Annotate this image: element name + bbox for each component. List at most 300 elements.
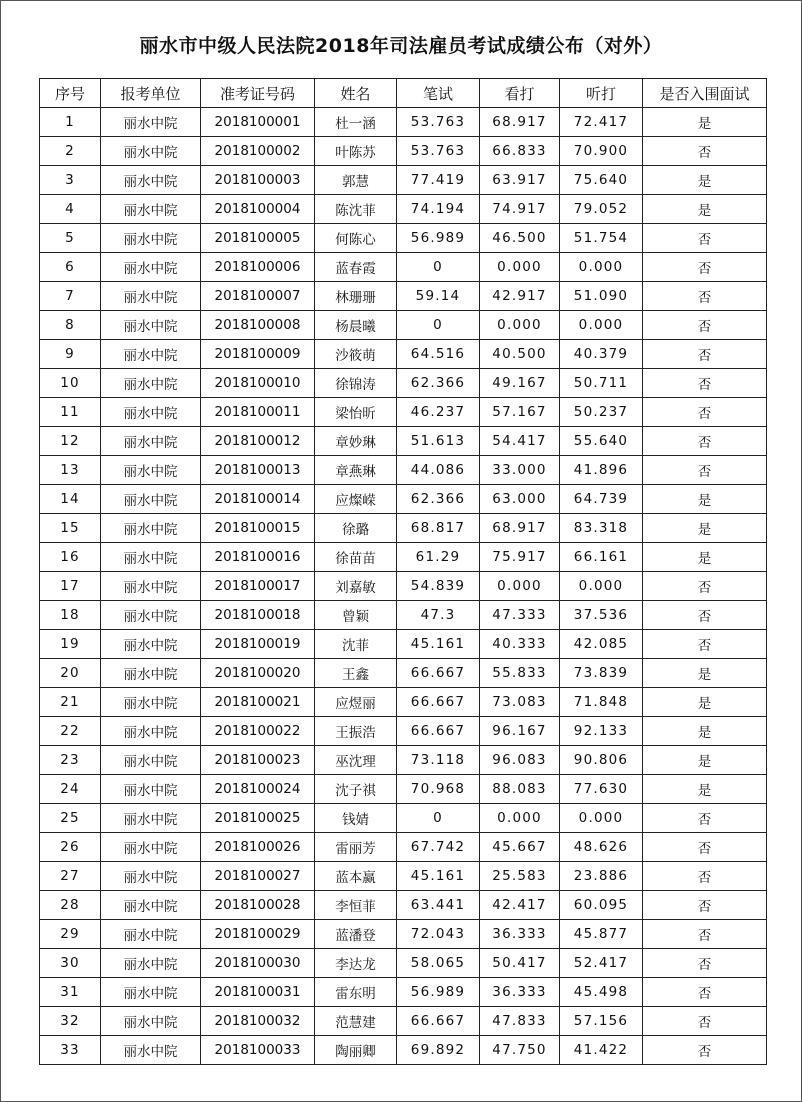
cell-ticket-number: 2018100013 (201, 456, 315, 485)
cell-written: 53.763 (397, 108, 480, 137)
table-row (40, 746, 767, 775)
cell-view-typing: 55.833 (480, 659, 560, 688)
table-row (40, 485, 767, 514)
cell-written: 0 (397, 253, 480, 282)
cell-view-typing: 46.500 (480, 224, 560, 253)
cell-written: 56.989 (397, 224, 480, 253)
cell-listen-typing: 77.630 (560, 775, 643, 804)
cell-unit: 丽水中院 (101, 978, 201, 1007)
cell-listen-typing: 55.640 (560, 427, 643, 456)
cell-name: 杨晨曦 (315, 311, 397, 340)
cell-listen-typing: 0.000 (560, 253, 643, 282)
table-row (40, 427, 767, 456)
cell-written: 58.065 (397, 949, 480, 978)
cell-name: 范慧建 (315, 1007, 397, 1036)
cell-listen-typing: 72.417 (560, 108, 643, 137)
cell-name: 蓝春霞 (315, 253, 397, 282)
cell-interview-qualified: 否 (643, 630, 767, 659)
cell-unit: 丽水中院 (101, 108, 201, 137)
cell-written: 62.366 (397, 485, 480, 514)
cell-ticket-number: 2018100022 (201, 717, 315, 746)
cell-ticket-number: 2018100028 (201, 891, 315, 920)
cell-unit: 丽水中院 (101, 282, 201, 311)
cell-view-typing: 57.167 (480, 398, 560, 427)
cell-name: 雷丽芳 (315, 833, 397, 862)
cell-interview-qualified: 否 (643, 340, 767, 369)
header-unit: 报考单位 (101, 79, 201, 108)
cell-interview-qualified: 否 (643, 572, 767, 601)
cell-unit: 丽水中院 (101, 543, 201, 572)
cell-unit: 丽水中院 (101, 746, 201, 775)
cell-interview-qualified: 否 (643, 224, 767, 253)
table-row (40, 166, 767, 195)
cell-ticket-number: 2018100003 (201, 166, 315, 195)
table-row (40, 311, 767, 340)
cell-ticket-number: 2018100024 (201, 775, 315, 804)
cell-seq: 23 (40, 746, 101, 775)
cell-interview-qualified: 是 (643, 746, 767, 775)
cell-seq: 13 (40, 456, 101, 485)
header-written: 笔试 (397, 79, 480, 108)
cell-listen-typing: 73.839 (560, 659, 643, 688)
cell-ticket-number: 2018100025 (201, 804, 315, 833)
table-row (40, 1007, 767, 1036)
cell-listen-typing: 45.877 (560, 920, 643, 949)
cell-view-typing: 68.917 (480, 514, 560, 543)
cell-ticket-number: 2018100011 (201, 398, 315, 427)
cell-unit: 丽水中院 (101, 717, 201, 746)
cell-listen-typing: 41.422 (560, 1036, 643, 1065)
cell-written: 44.086 (397, 456, 480, 485)
table-row (40, 978, 767, 1007)
cell-ticket-number: 2018100023 (201, 746, 315, 775)
cell-written: 77.419 (397, 166, 480, 195)
cell-written: 53.763 (397, 137, 480, 166)
table-row (40, 804, 767, 833)
cell-listen-typing: 52.417 (560, 949, 643, 978)
table-row (40, 108, 767, 137)
header-interview-qualified: 是否入围面试 (643, 79, 767, 108)
cell-listen-typing: 75.640 (560, 166, 643, 195)
cell-interview-qualified: 是 (643, 688, 767, 717)
cell-seq: 33 (40, 1036, 101, 1065)
cell-name: 陈沈菲 (315, 195, 397, 224)
cell-ticket-number: 2018100014 (201, 485, 315, 514)
cell-interview-qualified: 是 (643, 195, 767, 224)
cell-listen-typing: 50.711 (560, 369, 643, 398)
cell-interview-qualified: 否 (643, 369, 767, 398)
cell-unit: 丽水中院 (101, 688, 201, 717)
cell-written: 45.161 (397, 630, 480, 659)
cell-seq: 10 (40, 369, 101, 398)
cell-unit: 丽水中院 (101, 775, 201, 804)
cell-seq: 14 (40, 485, 101, 514)
cell-interview-qualified: 否 (643, 1007, 767, 1036)
cell-written: 69.892 (397, 1036, 480, 1065)
cell-unit: 丽水中院 (101, 137, 201, 166)
cell-ticket-number: 2018100005 (201, 224, 315, 253)
cell-view-typing: 42.917 (480, 282, 560, 311)
cell-unit: 丽水中院 (101, 427, 201, 456)
cell-interview-qualified: 否 (643, 920, 767, 949)
cell-written: 63.441 (397, 891, 480, 920)
cell-view-typing: 33.000 (480, 456, 560, 485)
cell-view-typing: 63.000 (480, 485, 560, 514)
cell-name: 林珊珊 (315, 282, 397, 311)
cell-written: 47.3 (397, 601, 480, 630)
cell-written: 56.989 (397, 978, 480, 1007)
table-row (40, 630, 767, 659)
cell-interview-qualified: 否 (643, 891, 767, 920)
cell-view-typing: 49.167 (480, 369, 560, 398)
cell-name: 徐璐 (315, 514, 397, 543)
cell-interview-qualified: 否 (643, 862, 767, 891)
cell-name: 沙筱萌 (315, 340, 397, 369)
cell-seq: 27 (40, 862, 101, 891)
cell-unit: 丽水中院 (101, 369, 201, 398)
cell-listen-typing: 57.156 (560, 1007, 643, 1036)
table-row (40, 891, 767, 920)
cell-seq: 24 (40, 775, 101, 804)
cell-seq: 20 (40, 659, 101, 688)
cell-interview-qualified: 否 (643, 456, 767, 485)
cell-written: 67.742 (397, 833, 480, 862)
cell-listen-typing: 51.090 (560, 282, 643, 311)
table-row (40, 862, 767, 891)
cell-interview-qualified: 否 (643, 427, 767, 456)
cell-view-typing: 50.417 (480, 949, 560, 978)
cell-interview-qualified: 否 (643, 1036, 767, 1065)
cell-view-typing: 36.333 (480, 978, 560, 1007)
table-row (40, 224, 767, 253)
cell-interview-qualified: 否 (643, 949, 767, 978)
cell-view-typing: 40.500 (480, 340, 560, 369)
table-row (40, 717, 767, 746)
cell-unit: 丽水中院 (101, 1007, 201, 1036)
cell-name: 雷东明 (315, 978, 397, 1007)
cell-interview-qualified: 否 (643, 311, 767, 340)
cell-unit: 丽水中院 (101, 456, 201, 485)
cell-name: 应燦嵘 (315, 485, 397, 514)
cell-unit: 丽水中院 (101, 1036, 201, 1065)
cell-interview-qualified: 否 (643, 804, 767, 833)
cell-unit: 丽水中院 (101, 659, 201, 688)
cell-seq: 26 (40, 833, 101, 862)
cell-ticket-number: 2018100004 (201, 195, 315, 224)
cell-interview-qualified: 否 (643, 601, 767, 630)
cell-unit: 丽水中院 (101, 949, 201, 978)
cell-view-typing: 47.833 (480, 1007, 560, 1036)
cell-written: 54.839 (397, 572, 480, 601)
cell-view-typing: 45.667 (480, 833, 560, 862)
cell-name: 王鑫 (315, 659, 397, 688)
cell-ticket-number: 2018100001 (201, 108, 315, 137)
cell-name: 应煜丽 (315, 688, 397, 717)
cell-name: 叶陈苏 (315, 137, 397, 166)
cell-interview-qualified: 是 (643, 717, 767, 746)
cell-view-typing: 66.833 (480, 137, 560, 166)
cell-written: 66.667 (397, 1007, 480, 1036)
cell-name: 沈子祺 (315, 775, 397, 804)
cell-written: 59.14 (397, 282, 480, 311)
cell-view-typing: 36.333 (480, 920, 560, 949)
cell-ticket-number: 2018100019 (201, 630, 315, 659)
cell-seq: 19 (40, 630, 101, 659)
cell-name: 蓝本赢 (315, 862, 397, 891)
cell-seq: 32 (40, 1007, 101, 1036)
cell-unit: 丽水中院 (101, 485, 201, 514)
cell-seq: 28 (40, 891, 101, 920)
cell-view-typing: 88.083 (480, 775, 560, 804)
cell-interview-qualified: 是 (643, 775, 767, 804)
cell-ticket-number: 2018100010 (201, 369, 315, 398)
cell-unit: 丽水中院 (101, 398, 201, 427)
cell-listen-typing: 83.318 (560, 514, 643, 543)
cell-name: 章妙琳 (315, 427, 397, 456)
cell-interview-qualified: 是 (643, 485, 767, 514)
table-row (40, 920, 767, 949)
cell-listen-typing: 71.848 (560, 688, 643, 717)
cell-view-typing: 0.000 (480, 253, 560, 282)
cell-listen-typing: 92.133 (560, 717, 643, 746)
table-row (40, 543, 767, 572)
cell-interview-qualified: 是 (643, 108, 767, 137)
cell-view-typing: 0.000 (480, 311, 560, 340)
cell-written: 61.29 (397, 543, 480, 572)
header-name: 姓名 (315, 79, 397, 108)
cell-unit: 丽水中院 (101, 833, 201, 862)
cell-unit: 丽水中院 (101, 340, 201, 369)
cell-listen-typing: 0.000 (560, 572, 643, 601)
cell-ticket-number: 2018100031 (201, 978, 315, 1007)
cell-view-typing: 63.917 (480, 166, 560, 195)
cell-written: 0 (397, 804, 480, 833)
table-row (40, 688, 767, 717)
cell-view-typing: 40.333 (480, 630, 560, 659)
cell-interview-qualified: 是 (643, 166, 767, 195)
cell-ticket-number: 2018100033 (201, 1036, 315, 1065)
cell-seq: 8 (40, 311, 101, 340)
cell-listen-typing: 0.000 (560, 311, 643, 340)
header-listen-typing: 听打 (560, 79, 643, 108)
table-header-row (40, 79, 767, 108)
cell-name: 沈菲 (315, 630, 397, 659)
cell-seq: 15 (40, 514, 101, 543)
cell-seq: 1 (40, 108, 101, 137)
cell-name: 钱婧 (315, 804, 397, 833)
table-row (40, 572, 767, 601)
cell-seq: 31 (40, 978, 101, 1007)
cell-ticket-number: 2018100008 (201, 311, 315, 340)
table-row (40, 456, 767, 485)
cell-written: 66.667 (397, 688, 480, 717)
cell-interview-qualified: 否 (643, 833, 767, 862)
cell-unit: 丽水中院 (101, 514, 201, 543)
cell-ticket-number: 2018100029 (201, 920, 315, 949)
cell-listen-typing: 37.536 (560, 601, 643, 630)
table-row (40, 659, 767, 688)
cell-written: 73.118 (397, 746, 480, 775)
cell-ticket-number: 2018100021 (201, 688, 315, 717)
cell-ticket-number: 2018100027 (201, 862, 315, 891)
score-table (39, 78, 767, 1065)
cell-view-typing: 47.333 (480, 601, 560, 630)
cell-written: 0 (397, 311, 480, 340)
cell-interview-qualified: 否 (643, 978, 767, 1007)
cell-seq: 29 (40, 920, 101, 949)
cell-listen-typing: 42.085 (560, 630, 643, 659)
table-row (40, 775, 767, 804)
cell-ticket-number: 2018100020 (201, 659, 315, 688)
cell-listen-typing: 23.886 (560, 862, 643, 891)
cell-written: 62.366 (397, 369, 480, 398)
table-row (40, 1036, 767, 1065)
cell-written: 51.613 (397, 427, 480, 456)
cell-written: 46.237 (397, 398, 480, 427)
cell-unit: 丽水中院 (101, 891, 201, 920)
cell-view-typing: 0.000 (480, 804, 560, 833)
cell-view-typing: 42.417 (480, 891, 560, 920)
cell-view-typing: 68.917 (480, 108, 560, 137)
cell-interview-qualified: 否 (643, 253, 767, 282)
cell-seq: 5 (40, 224, 101, 253)
cell-seq: 12 (40, 427, 101, 456)
cell-interview-qualified: 是 (643, 514, 767, 543)
cell-listen-typing: 64.739 (560, 485, 643, 514)
cell-written: 64.516 (397, 340, 480, 369)
cell-listen-typing: 50.237 (560, 398, 643, 427)
cell-interview-qualified: 否 (643, 282, 767, 311)
cell-seq: 6 (40, 253, 101, 282)
cell-listen-typing: 40.379 (560, 340, 643, 369)
cell-name: 杜一涵 (315, 108, 397, 137)
cell-seq: 21 (40, 688, 101, 717)
cell-unit: 丽水中院 (101, 630, 201, 659)
header-ticket-number: 准考证号码 (201, 79, 315, 108)
cell-ticket-number: 2018100026 (201, 833, 315, 862)
cell-ticket-number: 2018100012 (201, 427, 315, 456)
page-title: 丽水市中级人民法院2018年司法雇员考试成绩公布（对外） (139, 35, 663, 57)
cell-listen-typing: 0.000 (560, 804, 643, 833)
cell-written: 70.968 (397, 775, 480, 804)
cell-name: 徐苗苗 (315, 543, 397, 572)
cell-interview-qualified: 是 (643, 659, 767, 688)
cell-seq: 25 (40, 804, 101, 833)
cell-unit: 丽水中院 (101, 804, 201, 833)
cell-ticket-number: 2018100015 (201, 514, 315, 543)
cell-view-typing: 47.750 (480, 1036, 560, 1065)
cell-seq: 4 (40, 195, 101, 224)
cell-listen-typing: 60.095 (560, 891, 643, 920)
cell-name: 巫沈理 (315, 746, 397, 775)
cell-name: 王振浩 (315, 717, 397, 746)
cell-name: 何陈心 (315, 224, 397, 253)
cell-listen-typing: 66.161 (560, 543, 643, 572)
cell-name: 梁怡昕 (315, 398, 397, 427)
cell-listen-typing: 48.626 (560, 833, 643, 862)
cell-unit: 丽水中院 (101, 253, 201, 282)
table-row (40, 282, 767, 311)
cell-seq: 7 (40, 282, 101, 311)
cell-written: 66.667 (397, 659, 480, 688)
cell-name: 李恒菲 (315, 891, 397, 920)
cell-name: 陶丽卿 (315, 1036, 397, 1065)
cell-name: 章燕琳 (315, 456, 397, 485)
cell-listen-typing: 90.806 (560, 746, 643, 775)
cell-ticket-number: 2018100032 (201, 1007, 315, 1036)
cell-seq: 2 (40, 137, 101, 166)
table-row (40, 514, 767, 543)
table-row (40, 601, 767, 630)
cell-view-typing: 96.083 (480, 746, 560, 775)
cell-written: 74.194 (397, 195, 480, 224)
cell-listen-typing: 51.754 (560, 224, 643, 253)
cell-unit: 丽水中院 (101, 224, 201, 253)
cell-ticket-number: 2018100009 (201, 340, 315, 369)
cell-unit: 丽水中院 (101, 195, 201, 224)
cell-ticket-number: 2018100006 (201, 253, 315, 282)
cell-unit: 丽水中院 (101, 311, 201, 340)
cell-seq: 30 (40, 949, 101, 978)
cell-view-typing: 74.917 (480, 195, 560, 224)
cell-unit: 丽水中院 (101, 862, 201, 891)
cell-unit: 丽水中院 (101, 601, 201, 630)
table-row (40, 340, 767, 369)
cell-name: 李达龙 (315, 949, 397, 978)
table-row (40, 137, 767, 166)
table-row (40, 253, 767, 282)
table-row (40, 398, 767, 427)
cell-interview-qualified: 否 (643, 137, 767, 166)
cell-view-typing: 96.167 (480, 717, 560, 746)
cell-ticket-number: 2018100007 (201, 282, 315, 311)
cell-name: 徐锦涛 (315, 369, 397, 398)
cell-written: 45.161 (397, 862, 480, 891)
cell-listen-typing: 70.900 (560, 137, 643, 166)
cell-listen-typing: 41.896 (560, 456, 643, 485)
table-row (40, 833, 767, 862)
cell-written: 72.043 (397, 920, 480, 949)
cell-view-typing: 0.000 (480, 572, 560, 601)
table-row (40, 195, 767, 224)
cell-name: 曾颖 (315, 601, 397, 630)
header-view-typing: 看打 (480, 79, 560, 108)
cell-unit: 丽水中院 (101, 166, 201, 195)
cell-seq: 9 (40, 340, 101, 369)
cell-name: 郭慧 (315, 166, 397, 195)
cell-name: 蓝潘登 (315, 920, 397, 949)
cell-view-typing: 25.583 (480, 862, 560, 891)
cell-unit: 丽水中院 (101, 920, 201, 949)
cell-listen-typing: 79.052 (560, 195, 643, 224)
cell-view-typing: 73.083 (480, 688, 560, 717)
cell-listen-typing: 45.498 (560, 978, 643, 1007)
cell-view-typing: 75.917 (480, 543, 560, 572)
table-row (40, 949, 767, 978)
cell-written: 68.817 (397, 514, 480, 543)
cell-ticket-number: 2018100030 (201, 949, 315, 978)
cell-interview-qualified: 是 (643, 543, 767, 572)
header-seq: 序号 (40, 79, 101, 108)
cell-seq: 3 (40, 166, 101, 195)
cell-seq: 17 (40, 572, 101, 601)
cell-seq: 22 (40, 717, 101, 746)
cell-ticket-number: 2018100018 (201, 601, 315, 630)
cell-seq: 11 (40, 398, 101, 427)
cell-written: 66.667 (397, 717, 480, 746)
cell-interview-qualified: 否 (643, 398, 767, 427)
cell-ticket-number: 2018100002 (201, 137, 315, 166)
